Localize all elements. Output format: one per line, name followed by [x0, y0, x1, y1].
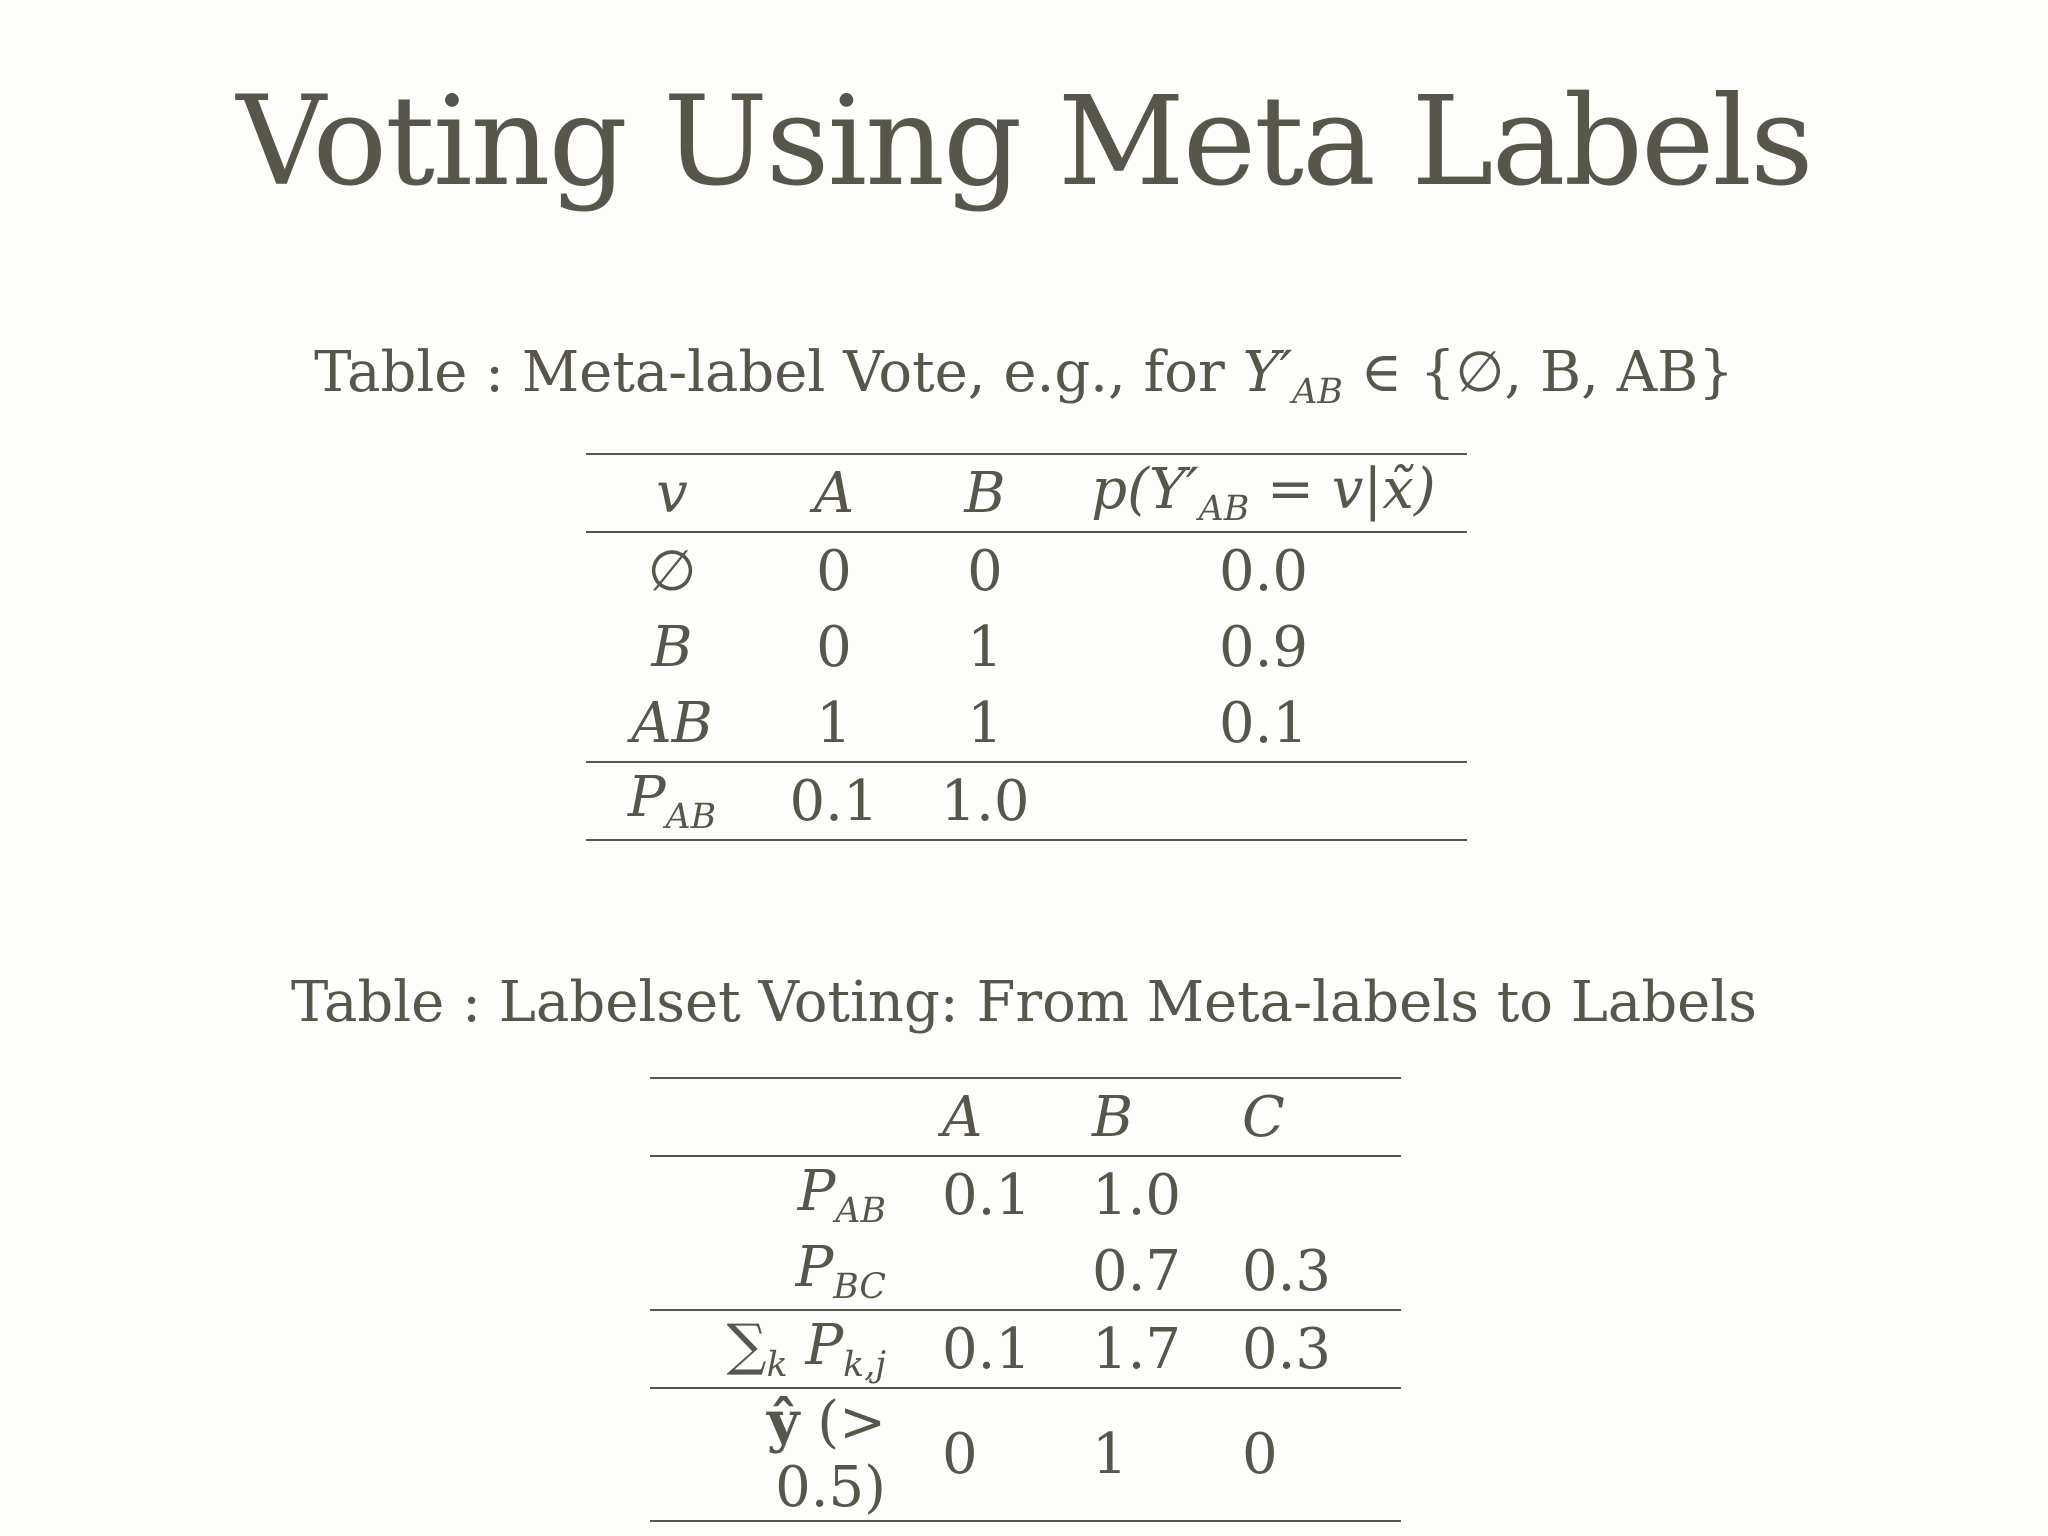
table1-caption-prefix: Table : Meta-label Vote, e.g., for	[314, 340, 1243, 405]
meta-label-vote-table	[586, 453, 1467, 841]
table2-sum-c: 0.3	[1220, 1310, 1401, 1388]
table1-footer-row	[586, 762, 1467, 840]
table2-header-c: C	[1220, 1078, 1401, 1156]
table2-pred-y: ŷ	[766, 1389, 800, 1455]
table1-cell-b: 1	[967, 614, 1003, 680]
table1-caption-set: ∈ {∅, B, AB}	[1342, 340, 1734, 405]
table1-footer-b: 1.0	[910, 762, 1060, 840]
table1-cell-a: 1	[758, 685, 910, 762]
table2-cell-c	[1220, 1156, 1401, 1233]
table1-cell-v: ∅	[647, 538, 697, 604]
table1-cell-v: AB	[586, 685, 758, 762]
table2-sum-label	[650, 1310, 920, 1388]
table2-sum-p-sub: k,j	[843, 1345, 886, 1386]
table1-footer-a: 0.1	[758, 762, 910, 840]
table2-cell-a: 0.1	[942, 1162, 1032, 1228]
table2-row-label-sub: AB	[835, 1191, 886, 1232]
table1-header-p-sub: AB	[1198, 489, 1250, 530]
page-title: Voting Using Meta Labels	[236, 70, 1812, 214]
table1-cell-a: 0	[816, 614, 852, 680]
table-row	[650, 1233, 1401, 1310]
table2-pred-c: 0	[1220, 1388, 1401, 1521]
table2-cell-b: 1.0	[1092, 1162, 1182, 1228]
table1-cell-p: 0.1	[1060, 685, 1467, 762]
table1-caption	[0, 340, 2048, 413]
table2-pred-row	[650, 1388, 1401, 1521]
table2-row-label-p: P	[795, 1234, 834, 1300]
table1-header-row	[586, 454, 1467, 532]
table2-row-label	[650, 1233, 920, 1310]
table1-header-p-rest: = v|x̃)	[1249, 456, 1436, 522]
table1-header-p-main: p(Y′	[1091, 456, 1199, 522]
table2-header-a: A	[920, 1078, 1070, 1156]
table1-footer-label	[586, 762, 758, 840]
table2-pred-b: 1	[1070, 1388, 1220, 1521]
table2-header-b: B	[1070, 1078, 1220, 1156]
table2-pred-label	[650, 1388, 920, 1521]
table2-cell-b: 0.7	[1070, 1233, 1220, 1310]
table2-sum-b: 1.7	[1070, 1310, 1220, 1388]
table2-sum-p: P	[787, 1312, 844, 1378]
table2-pred-a: 0	[920, 1388, 1070, 1521]
table2-row-label	[650, 1156, 920, 1233]
table2-header-empty	[650, 1078, 920, 1156]
table2-sum-a: 0.1	[920, 1310, 1070, 1388]
table1-header-v: v	[586, 454, 758, 532]
table1-footer-empty	[1060, 762, 1467, 840]
table2-pred-rest: (> 0.5)	[775, 1390, 886, 1520]
table1-cell-p: 0.0	[1218, 538, 1309, 604]
table2-sum-row	[650, 1310, 1401, 1388]
table1-cell-p: 0.9	[1218, 614, 1309, 680]
table1-cell-a: 0	[816, 538, 852, 604]
table1-cell-v: B	[651, 614, 693, 680]
table1-header-b: B	[910, 454, 1060, 532]
table-row	[586, 609, 1467, 685]
table2-cell-c: 0.3	[1220, 1233, 1401, 1310]
table2-caption: Table : Labelset Voting: From Meta-labels to Labels	[291, 970, 1757, 1035]
table-row	[586, 685, 1467, 762]
table1-caption-sub: AB	[1292, 372, 1343, 413]
table1-caption-var: Y′	[1242, 340, 1293, 405]
table2-cell-a	[920, 1233, 1070, 1310]
table1-footer-label-sub: AB	[665, 797, 717, 838]
table1-cell-b: 1	[910, 685, 1060, 762]
table2-row-label-p: P	[797, 1158, 836, 1224]
table-row	[650, 1156, 1401, 1233]
table1-cell-b: 0	[967, 538, 1003, 604]
table2-sum-sigma-sub: k	[766, 1345, 788, 1386]
labelset-voting-table	[650, 1077, 1401, 1522]
table2-header-row	[650, 1078, 1401, 1156]
table-row	[586, 532, 1467, 609]
table1-header-p	[1060, 454, 1467, 532]
table2-sum-sigma: ∑	[726, 1312, 767, 1378]
table2-row-label-sub: BC	[833, 1267, 886, 1308]
table1-footer-label-p: P	[627, 764, 666, 830]
table1-header-a: A	[758, 454, 910, 532]
